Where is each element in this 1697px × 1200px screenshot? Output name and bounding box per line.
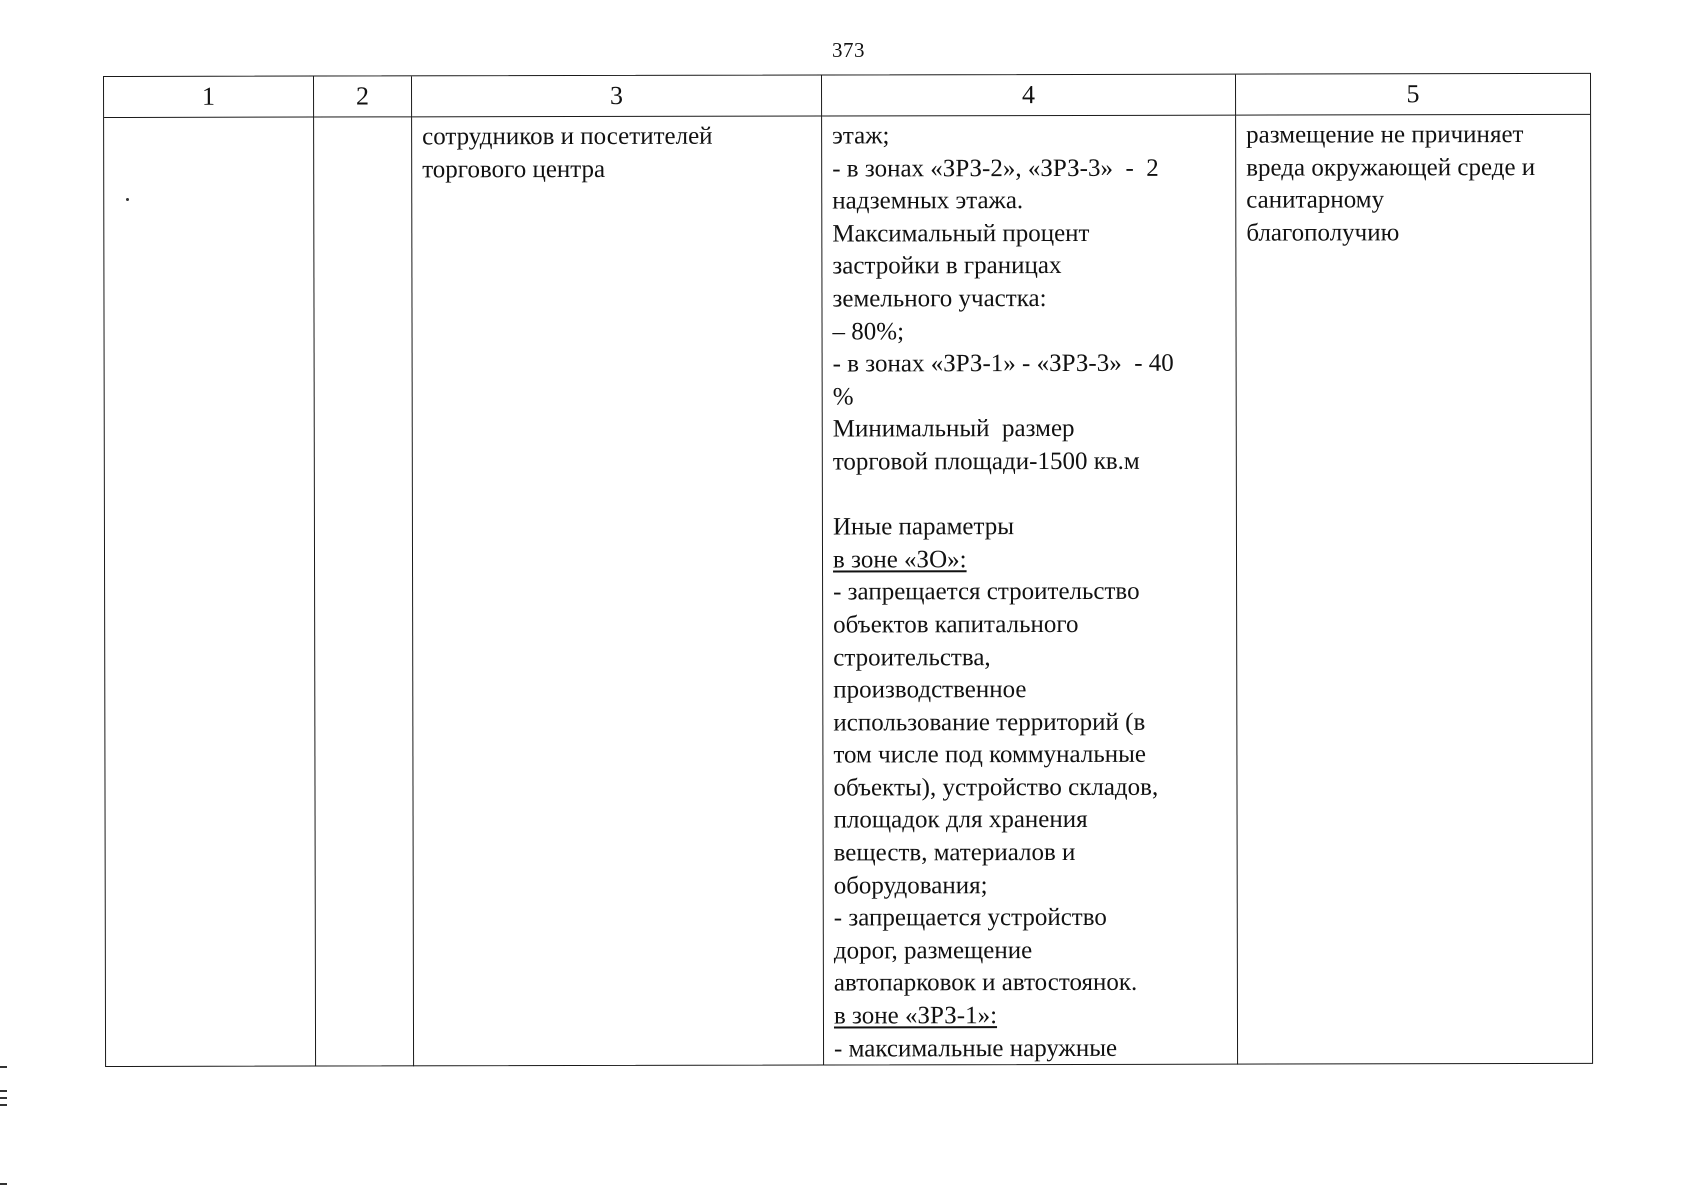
text-line: санитарному [1246, 186, 1385, 214]
margin-mark [0, 1097, 7, 1099]
zone-heading-line: в зоне «ЗО»: [832, 545, 967, 574]
text-line: объектов капитального [833, 610, 1079, 639]
text-line: Иные параметры [832, 513, 1015, 541]
column-header-3: 3 [412, 75, 822, 117]
text-line [833, 478, 1228, 511]
cell-col-1 [104, 118, 316, 1068]
zone-heading-line: в зоне «ЗРЗ-1»: [833, 1002, 998, 1030]
text-line: том числе под коммунальные [833, 741, 1147, 769]
text-line: объекты), устройство складов, [833, 773, 1159, 802]
text-line: - в зонах «ЗРЗ-1» - «ЗРЗ-3» - 40 [832, 349, 1174, 378]
margin-mark [0, 1066, 7, 1068]
text-line: вреда окружающей среде и [1246, 153, 1536, 182]
text-line: - максимальные наружные [834, 1034, 1118, 1063]
text-line: строительства, [833, 643, 991, 671]
text-line: оборудования; [833, 871, 988, 900]
cell-col-4 [822, 116, 1238, 1066]
margin-mark [0, 1090, 7, 1092]
page-number: 373 [832, 38, 865, 62]
margin-mark [0, 1183, 7, 1185]
margin-mark [0, 1104, 7, 1106]
text-line: производственное [833, 676, 1027, 704]
text-line: % [832, 383, 854, 411]
text-line: Минимальный размер [832, 415, 1075, 443]
column-header-1: 1 [104, 77, 314, 118]
text-line: площадок для хранения [833, 806, 1088, 834]
text-line: торговой площади-1500 кв.м [832, 447, 1140, 476]
text-line: земельного участка: [832, 284, 1047, 313]
text-line: застройки в границах [832, 252, 1062, 280]
text-line: дорог, размещение [833, 936, 1033, 965]
regulation-table [103, 73, 1593, 1067]
text-line: – 80%; [832, 317, 905, 346]
text-line: - запрещается устройство [833, 904, 1107, 932]
text-line: - запрещается строительство [833, 578, 1140, 606]
text-line: Максимальный процент [832, 219, 1090, 248]
text-line: благополучию [1246, 219, 1400, 247]
text-line: торгового центра [422, 155, 606, 183]
text-line: этаж; [832, 122, 890, 150]
text-line: использование территорий (в [833, 708, 1146, 737]
column-header-2: 2 [314, 76, 412, 117]
text-line: надземных этажа. [832, 187, 1024, 215]
text-line: - в зонах «ЗРЗ-2», «ЗРЗ-3» - 2 [832, 154, 1159, 183]
column-header-5: 5 [1236, 74, 1590, 116]
cell-col-2 [314, 117, 414, 1066]
text-line: автопарковок и автостоянок. [833, 969, 1138, 997]
text-line: размещение не причиняет [1246, 121, 1524, 149]
cell-col-3 [412, 116, 824, 1066]
text-line: сотрудников и посетителей [422, 122, 713, 151]
text-line: веществ, материалов и [833, 839, 1076, 867]
column-header-4: 4 [822, 75, 1236, 117]
cell-col-5 [1236, 115, 1592, 1065]
